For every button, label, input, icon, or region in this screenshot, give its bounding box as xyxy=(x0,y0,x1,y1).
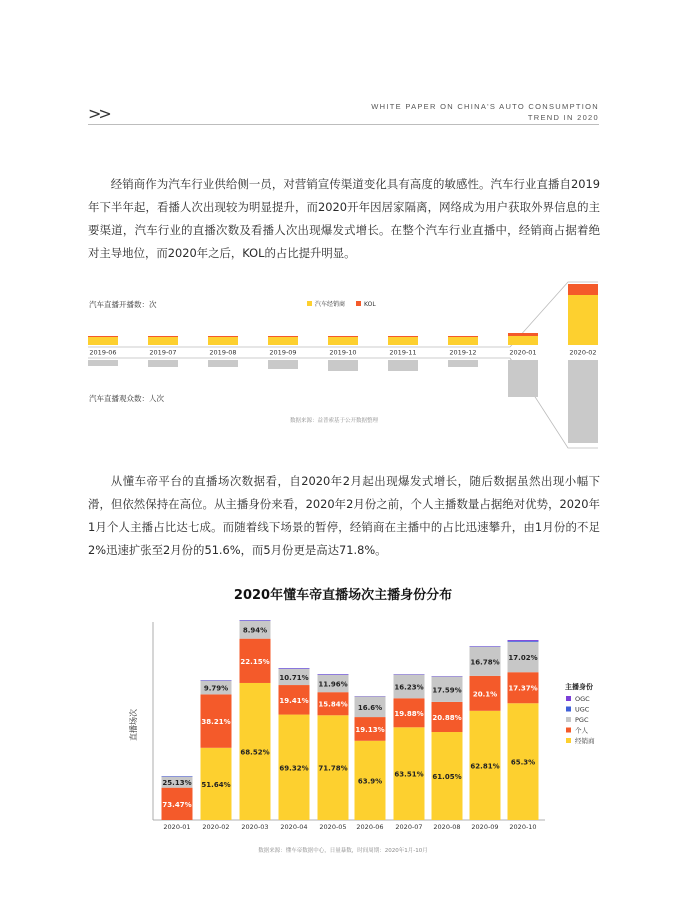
c2-data-label: 17.37% xyxy=(508,684,538,693)
c1-category-label: 2019-09 xyxy=(269,348,297,357)
chart-host-identity xyxy=(0,578,687,868)
c1-dealer-bar xyxy=(208,337,238,345)
c2-legend-entry: 经销商 xyxy=(575,737,595,745)
c2-category-label: 2020-10 xyxy=(509,823,537,831)
c2-data-label: 69.32% xyxy=(279,764,309,773)
c2-data-label: 38.21% xyxy=(201,718,231,727)
c1-category-label: 2019-10 xyxy=(329,348,357,357)
c2-category-label: 2020-05 xyxy=(319,823,347,831)
c1-audience-bar xyxy=(388,360,418,371)
c2-data-label: 10.71% xyxy=(279,673,309,682)
c2-data-label: 17.59% xyxy=(432,686,462,695)
c1-dealer-bar xyxy=(508,336,538,345)
header-divider xyxy=(88,124,599,125)
c2-data-label: 73.47% xyxy=(162,800,192,809)
c1-dealer-bar xyxy=(448,337,478,345)
c1-kol-bar xyxy=(388,336,418,337)
c2-data-label: 65.3% xyxy=(510,758,536,767)
c1-dealer-bar xyxy=(148,337,178,345)
legend-kol: KOL xyxy=(364,301,376,308)
c1-category-label: 2019-11 xyxy=(389,348,417,357)
c2-data-label: 68.52% xyxy=(240,748,270,757)
c1-dealer-bar xyxy=(568,295,598,345)
c1-kol-bar xyxy=(268,336,298,337)
c2-data-label: 19.13% xyxy=(355,725,385,734)
c2-data-label: 22.15% xyxy=(240,657,270,666)
header-line2: TREND IN 2020 xyxy=(527,113,599,122)
chart1-source: 数据来源：益普索基于公开数据整理 xyxy=(290,418,379,424)
c2-category-label: 2020-04 xyxy=(280,823,308,831)
chart1-top-label: 汽车直播开播数：次 xyxy=(89,300,157,309)
c1-audience-bar xyxy=(148,360,178,367)
c2-legend-entry: PGC xyxy=(575,716,589,724)
c1-audience-bar xyxy=(268,360,298,369)
c1-audience-bar xyxy=(88,360,118,366)
c2-segment-UGC xyxy=(508,641,539,642)
c1-kol-bar xyxy=(148,336,178,337)
c2-segment-OGC xyxy=(508,640,539,641)
c2-legend-entry: 个人 xyxy=(575,726,588,735)
c2-data-label: 19.88% xyxy=(394,709,424,718)
legend-swatch-dealer xyxy=(307,301,312,306)
c1-category-label: 2020-01 xyxy=(509,348,537,357)
c2-data-label: 16.78% xyxy=(470,658,500,667)
c2-segment-UGC xyxy=(162,776,193,777)
legend-swatch-kol xyxy=(356,301,361,306)
chart-livestream-counts xyxy=(0,270,687,460)
c2-legend-swatch xyxy=(566,738,571,743)
c2-data-label: 9.79% xyxy=(203,684,229,693)
c2-data-label: 25.13% xyxy=(162,779,192,788)
c2-data-label: 61.05% xyxy=(432,773,462,782)
c1-category-label: 2019-12 xyxy=(449,348,477,357)
c1-category-label: 2019-07 xyxy=(149,348,177,357)
c1-audience-bar xyxy=(328,360,358,371)
c1-category-label: 2020-02 xyxy=(569,348,597,357)
chart1-bottom-label: 汽车直播观众数：人次 xyxy=(89,394,164,403)
c1-audience-bar xyxy=(208,360,238,367)
c2-category-label: 2020-09 xyxy=(471,823,499,831)
c2-legend-swatch xyxy=(566,728,571,733)
c2-data-label: 71.78% xyxy=(318,764,348,773)
chevron-icon: >> xyxy=(88,104,109,123)
c1-kol-bar xyxy=(328,336,358,337)
c2-data-label: 19.41% xyxy=(279,696,309,705)
c1-dealer-bar xyxy=(88,337,118,345)
c2-data-label: 16.6% xyxy=(357,703,383,712)
c1-audience-bar xyxy=(568,360,598,443)
c2-data-label: 63.9% xyxy=(357,777,383,786)
c1-kol-bar xyxy=(568,284,598,295)
c2-legend-entry: OGC xyxy=(575,695,590,703)
paragraph-1: 经销商作为汽车行业供给侧一员，对营销宣传渠道变化具有高度的敏感性。汽车行业直播自2019年下半年起，看播人次出现较为明显提升，而2020开年因居家隔离，网络成为用户获取外界信息的主要渠道，汽车行业的直播次数及看播人次出现爆发式增长。在整个汽车行业直播中，经销商占据着绝对主导地位，而2020年之后，KOL的占比提升明显。 xyxy=(88,177,600,260)
c2-data-label: 8.94% xyxy=(242,626,268,635)
paragraph-2: 从懂车帝平台的直播场次数据看，自2020年2月起出现爆发式增长，随后数据虽然出现小幅下滑，但依然保持在高位。从主播身份来看，2020年2月份之前，个人主播数量占据绝对优势，2020年1月个人主播占比达七成。而随着线下场景的暂停，经销商在主播中的占比迅速攀升，由1月份的不足2%迅速扩张至2月份的51.6%，而5月份更是高达71.8%。 xyxy=(88,474,600,557)
c2-data-label: 20.1% xyxy=(472,690,498,699)
c1-kol-bar xyxy=(508,333,538,336)
c2-data-label: 17.02% xyxy=(508,654,538,663)
c2-category-label: 2020-07 xyxy=(395,823,423,831)
c2-data-label: 62.81% xyxy=(470,762,500,771)
c1-audience-bar xyxy=(448,360,478,367)
c2-legend-swatch xyxy=(566,717,571,722)
c1-category-label: 2019-08 xyxy=(209,348,237,357)
c2-data-label: 11.96% xyxy=(318,680,348,689)
c2-data-label: 20.88% xyxy=(432,713,462,722)
c2-data-label: 15.84% xyxy=(318,700,348,709)
chart2-source: 数据来源：懂车帝数据中心，日量暴数，时间周期：2020年1月-10月 xyxy=(258,848,428,854)
c1-kol-bar xyxy=(208,336,238,337)
c1-dealer-bar xyxy=(328,337,358,345)
c2-category-label: 2020-01 xyxy=(163,823,191,831)
c1-category-label: 2019-06 xyxy=(89,348,117,357)
c2-category-label: 2020-03 xyxy=(241,823,269,831)
c2-data-label: 51.64% xyxy=(201,780,231,789)
c2-legend-entry: UGC xyxy=(575,705,590,714)
c2-legend-swatch xyxy=(566,707,571,712)
chart2-ylabel: 直播场次 xyxy=(129,709,138,741)
chart2-title: 2020年懂车帝直播场次主播身份分布 xyxy=(233,588,453,603)
c1-dealer-bar xyxy=(388,337,418,345)
legend-dealer: 汽车经销商 xyxy=(315,301,346,308)
report-header xyxy=(371,101,599,123)
c2-category-label: 2020-06 xyxy=(356,823,384,831)
c1-audience-bar xyxy=(508,360,538,397)
c2-category-label: 2020-02 xyxy=(202,823,230,831)
c1-kol-bar xyxy=(448,336,478,337)
c1-kol-bar xyxy=(88,336,118,337)
c2-data-label: 63.51% xyxy=(394,770,424,779)
c2-category-label: 2020-08 xyxy=(433,823,461,831)
c2-data-label: 16.23% xyxy=(394,683,424,692)
header-line1: WHITE PAPER ON CHINA'S AUTO CONSUMPTION xyxy=(371,102,599,111)
c2-legend-swatch xyxy=(566,696,571,701)
chart2-legend-title: 主播身份 xyxy=(565,683,593,691)
c1-dealer-bar xyxy=(268,337,298,345)
